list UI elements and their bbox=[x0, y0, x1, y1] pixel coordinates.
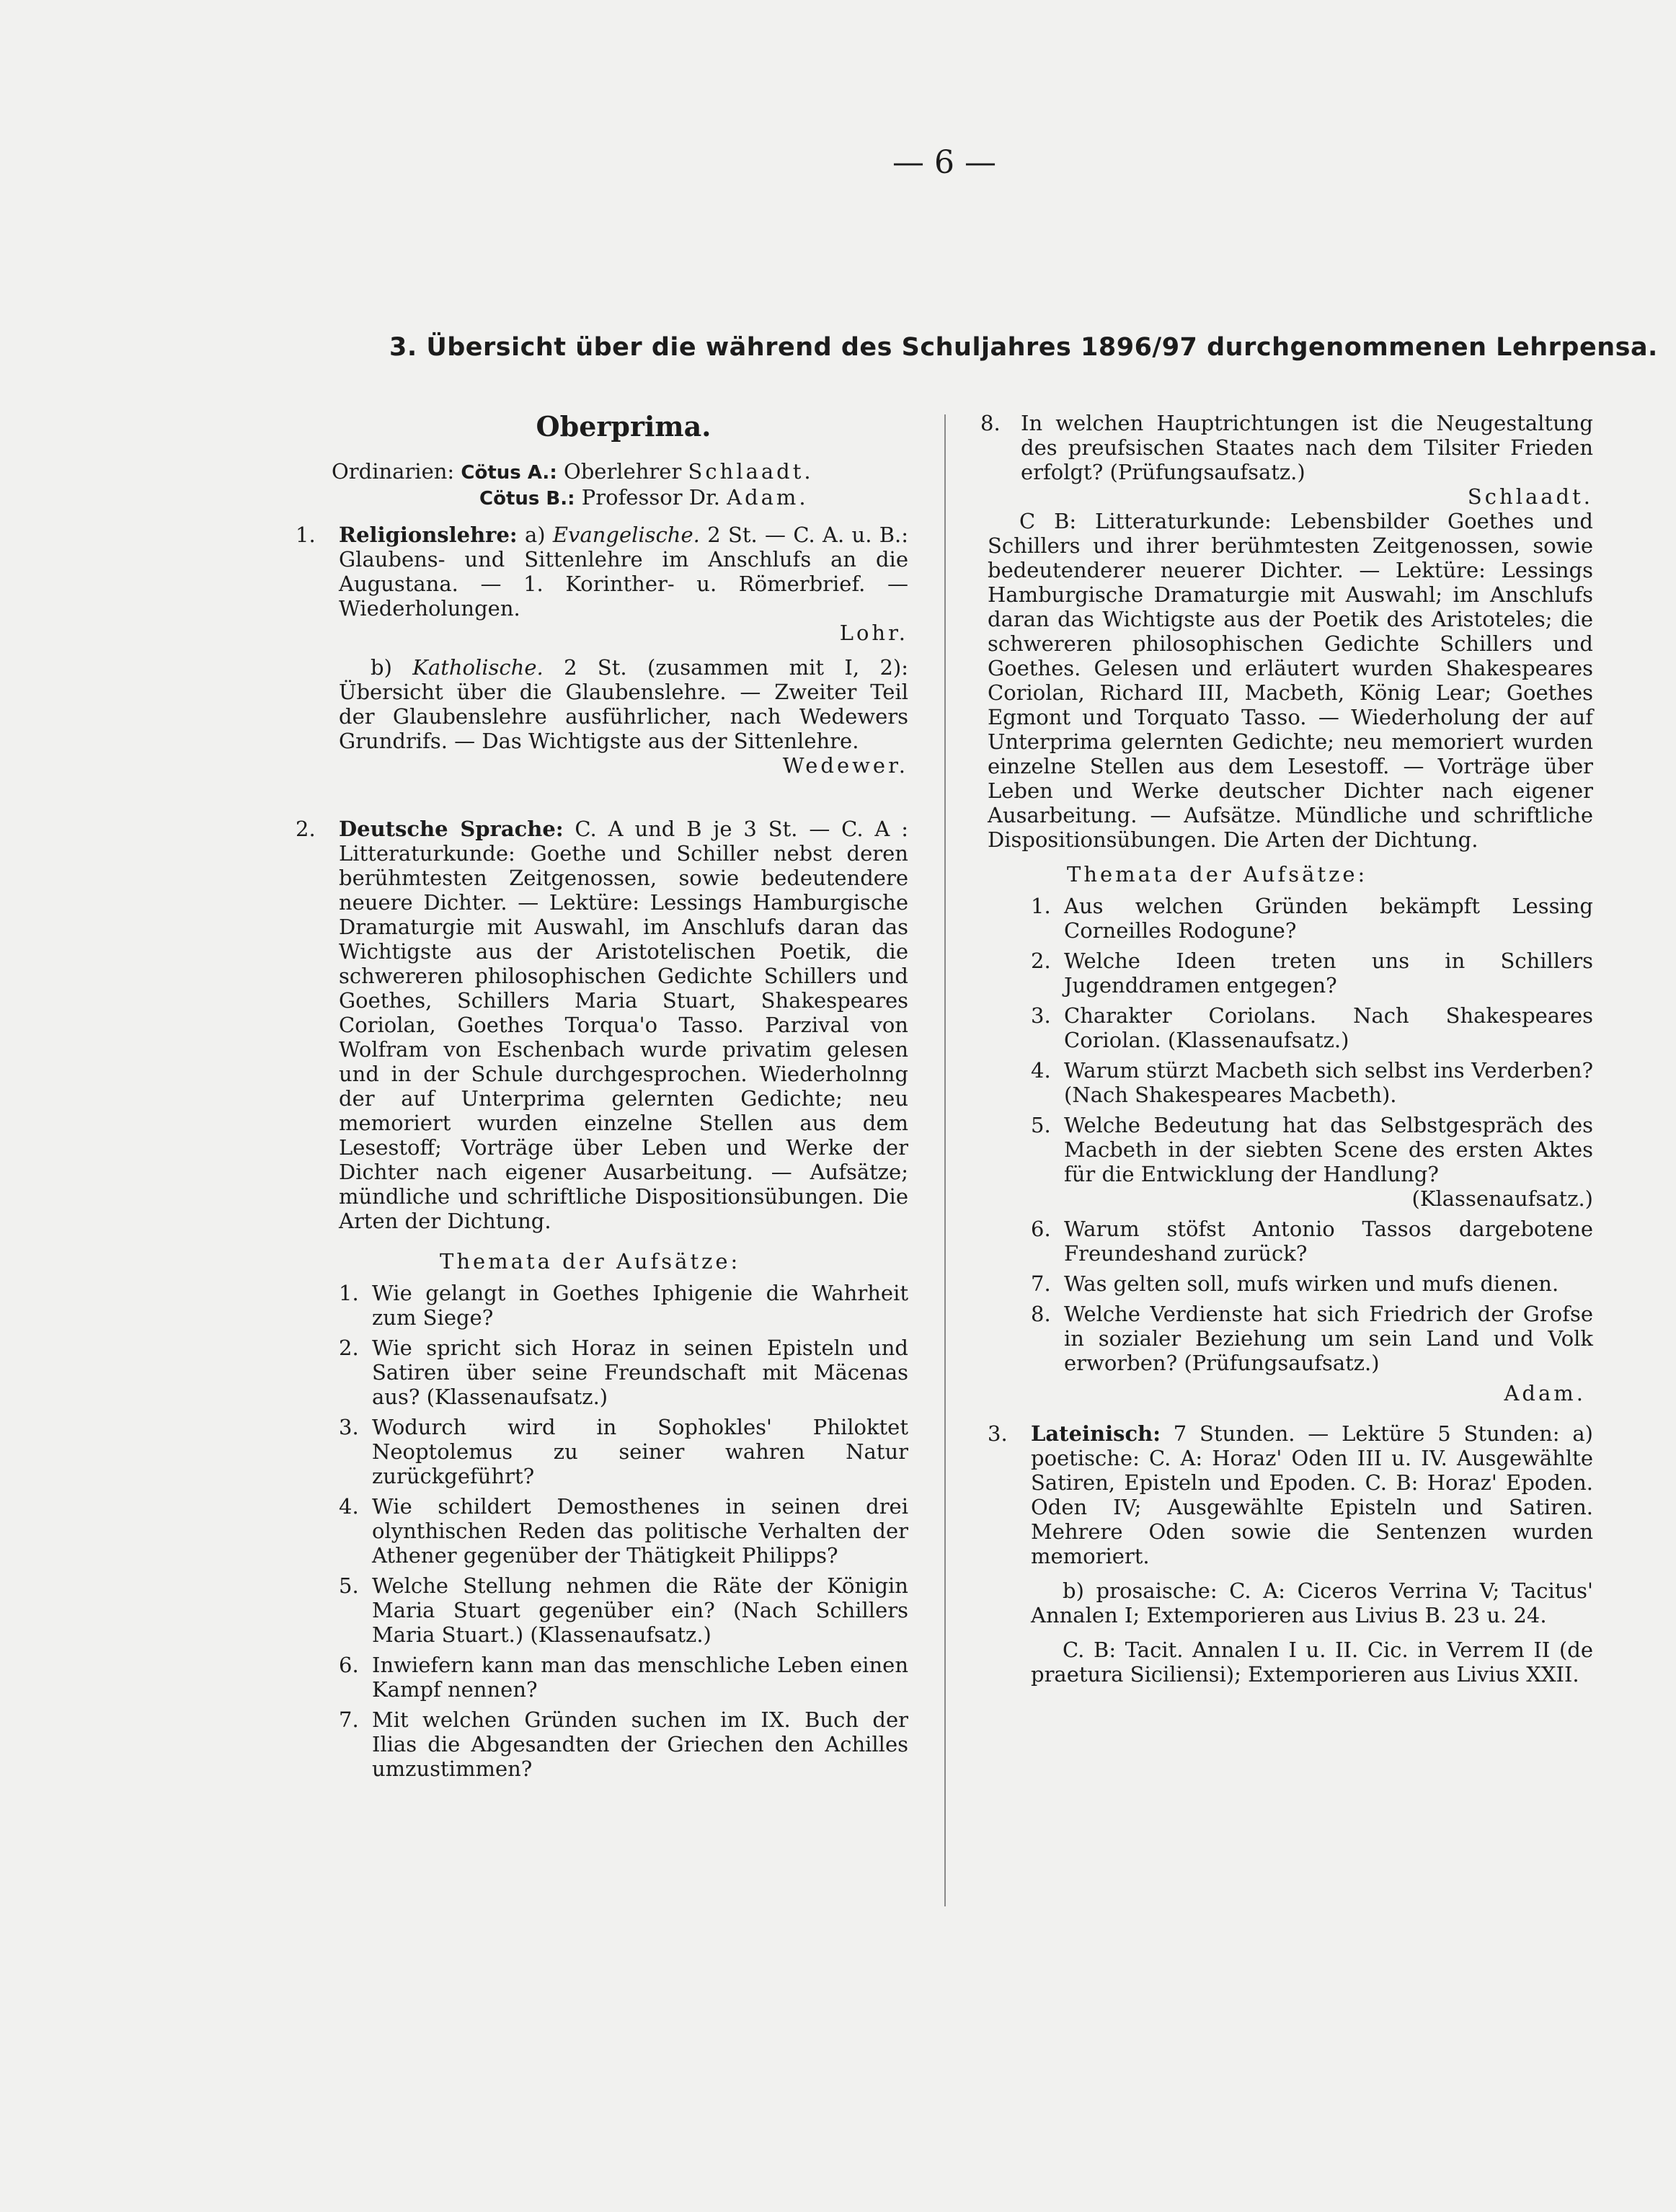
theme-text: Wie gelangt in Goethes Iphigenie die Wahrheit zum Siege? bbox=[372, 1281, 908, 1330]
latin-section bbox=[988, 1421, 1593, 1687]
theme-text: Inwiefern kann man das menschliche Leben einen Kampf nennen? bbox=[372, 1653, 908, 1702]
list-item bbox=[1031, 1003, 1593, 1052]
list-item bbox=[1031, 1217, 1593, 1266]
religion-b-confession: Katholische. bbox=[412, 655, 544, 680]
theme-number: 5. bbox=[339, 1573, 359, 1598]
list-item bbox=[339, 1336, 908, 1409]
theme-text: Mit welchen Gründen suchen im IX. Buch der Ilias die Abgesandten der Griechen den Achilles umzustimmen? bbox=[372, 1707, 908, 1781]
page-number: — 6 — bbox=[892, 144, 996, 181]
left-column bbox=[296, 410, 909, 1787]
latin-text: 7 Stunden. — Lektüre 5 Stunden: a) poetische: C. A: Horaz' Oden III u. IV. Ausgewählte Satiren, Episteln und Epoden. C. B: Horaz' Epoden. Oden IV; Ausgewählte Episteln und Satiren. Mehrere Oden sowie die Sentenzen wurden memoriert. bbox=[1031, 1421, 1593, 1568]
theme-number: 8. bbox=[1031, 1302, 1051, 1326]
theme-text: Aus welchen Gründen bekämpft Lessing Corneilles Rodogune? bbox=[1064, 894, 1593, 943]
german-text: C. A und B je 3 St. — C. A : Litteraturkunde: Goethe und Schiller nebst deren berühmtesten Zeitgenossen, sowie bedeutendere neuere Dichter. — Lektüre: Lessings Hamburgische Dramaturgie mit Auswahl, im Anschlufs daran das Wichtigste aus der Aristotelischen Poetik, die schwereren philosophischen Gedichte Schillers und Goethes, Schillers Maria Stuart, Shakespeares Coriolan, Goethes Torqua'o Tasso. Parzival von Wolfram von Eschenbach wurde privatim gelesen und in der Schule durchgesprochen. Wiederholnng der auf Unterprima gelernten Gedichte; neu memoriert wurden einzelne Stellen aus dem Lesestoff; Vorträge über Leben und Werke der Dichter nach eigener Ausarbeitung. — Aufsätze; mündliche und schriftliche Dispositionsübungen. Die Arten der Dichtung. bbox=[339, 817, 908, 1233]
theme-number: 4. bbox=[1031, 1058, 1051, 1083]
cotus-b-german-paragraph: C B: Litteraturkunde: Lebensbilder Goethes und Schillers und ihrer berühmtesten Zeitgenossen, sowie bedeutenderer neuerer Dichter. — Lektüre: Lessings Hamburgische Dramaturgie mit Auswahl; im Anschlufs daran das Wichtigste aus der Poetik des Aristoteles; die schwereren philosophischen Gedichte Schillers und Goethes. Gelesen und erläutert wurden Shakespeares Coriolan, Richard III, Macbeth, König Lear; Goethes Egmont und Torquato Tasso. — Wiederholung der auf Unterprima gelernten Gedichte; neu memoriert wurden einzelne Stellen aus dem Lesestoff. — Vorträge über Leben und Werke deutscher Dichter nach eigener Ausarbeitung. — Aufsätze. Mündliche und schriftliche Dispositionsübungen. Die Arten der Dichtung. bbox=[988, 509, 1593, 852]
themes-title: Themata der Aufsätze: bbox=[1067, 862, 1368, 887]
left-themes-list bbox=[296, 1281, 908, 1781]
themes-title: Themata der Aufsätze: bbox=[440, 1249, 741, 1274]
latin-prose-paragraph: b) prosaische: C. A: Ciceros Verrina V; Tacitus' Annalen I; Extemporieren aus Livius B. 23 u. 24. bbox=[1031, 1578, 1593, 1627]
theme-number: 1. bbox=[1031, 894, 1051, 918]
theme-text: Welche Stellung nehmen die Räte der Königin Maria Stuart gegenüber ein? (Nach Schillers Maria Stuart.) (Klassenaufsatz.) bbox=[372, 1573, 908, 1647]
list-item bbox=[339, 1281, 908, 1330]
list-item bbox=[339, 1494, 908, 1568]
religion-b-teacher: Wedewer. bbox=[782, 753, 908, 778]
theme-number: 4. bbox=[339, 1494, 359, 1519]
cotus-b-name: Adam. bbox=[727, 485, 809, 510]
theme-8-prima bbox=[980, 411, 1593, 509]
ordinarien-line-a bbox=[296, 459, 908, 485]
theme-number: 3. bbox=[339, 1415, 359, 1439]
theme-number: 3. bbox=[1031, 1003, 1051, 1028]
theme-text: Warum stürzt Macbeth sich selbst ins Verderben? (Nach Shakespeares Macbeth). bbox=[1064, 1058, 1593, 1107]
latin-heading: Lateinisch: bbox=[1031, 1421, 1161, 1446]
theme-text: Welche Bedeutung hat das Selbstgespräch des Macbeth in der siebten Scene des ersten Aktes für die Entwicklung der Handlung? bbox=[1064, 1113, 1593, 1186]
list-item bbox=[1031, 1058, 1593, 1107]
theme-8-teacher: Schlaadt. bbox=[1467, 484, 1593, 509]
list-item bbox=[1031, 1113, 1593, 1211]
theme-text: Wie spricht sich Horaz in seinen Episteln und Satiren über seine Freundschaft mit Mäcenas aus? (Klassenaufsatz.) bbox=[372, 1336, 908, 1409]
latin-cotus-b-paragraph: C. B: Tacit. Annalen I u. II. Cic. in Verrem II (de praetura Siciliensi); Extemporieren aus Livius XXII. bbox=[1031, 1638, 1593, 1687]
german-paragraph bbox=[339, 817, 908, 1233]
religion-b-text: 2 St. (zusammen mit I, 2): Übersicht über die Glaubenslehre. — Zweiter Teil der Glaubenslehre ausführlicher, nach Wedewers Grundrifs. — Das Wichtigste aus der Sittenlehre. bbox=[339, 655, 908, 753]
themes-teacher: Adam. bbox=[1504, 1381, 1586, 1405]
theme-number: 2. bbox=[1031, 949, 1051, 973]
ordinarien-label: Ordinarien: bbox=[332, 459, 455, 484]
latin-number: 3. bbox=[988, 1421, 1008, 1446]
section-title: 3. Übersicht über die während des Schuljahres 1896/97 durchgenommenen Lehrpensa. bbox=[389, 333, 1658, 362]
german-section bbox=[296, 817, 908, 1274]
theme-number: 1. bbox=[339, 1281, 359, 1305]
theme-number: 5. bbox=[1031, 1113, 1051, 1137]
cotus-b-text: Professor Dr. bbox=[581, 485, 720, 510]
cotus-b-label: Cötus B.: bbox=[479, 488, 575, 510]
theme-text: Welche Verdienste hat sich Friedrich der Grofse in sozialer Beziehung um sein Land und Volk erworben? (Prüfungsaufsatz.) bbox=[1064, 1302, 1593, 1375]
ordinarien-line-b bbox=[296, 485, 908, 511]
cotus-a-label: Cötus A.: bbox=[461, 462, 557, 484]
theme-text: Warum stöfst Antonio Tassos dargebotene Freundeshand zurück? bbox=[1064, 1217, 1593, 1266]
theme-text: Wie schildert Demosthenes in seinen drei olynthischen Reden das politische Verhalten der Athener gegenüber der Thätigkeit Philipps? bbox=[372, 1494, 908, 1568]
religion-a-text: 2 St. — C. A. u. B.: Glaubens- und Sittenlehre im Anschlufs an die Augustana. — 1. Korinther- u. Römerbrief. — Wiederholungen. bbox=[339, 523, 909, 621]
religion-b-prefix: b) bbox=[371, 655, 392, 680]
religion-number: 1. bbox=[296, 523, 316, 547]
class-heading: Oberprima. bbox=[536, 410, 711, 443]
theme-number: 7. bbox=[1031, 1271, 1051, 1296]
list-item bbox=[339, 1653, 908, 1702]
right-column bbox=[980, 411, 1593, 1687]
german-number: 2. bbox=[296, 817, 316, 841]
german-heading: Deutsche Sprache: bbox=[339, 817, 564, 841]
list-item bbox=[1031, 1271, 1593, 1296]
religion-section bbox=[296, 523, 908, 778]
theme-text: In welchen Hauptrichtungen ist die Neugestaltung des preufsischen Staates nach dem Tilsiter Frieden erfolgt? (Prüfungsaufsatz.) bbox=[1021, 411, 1593, 484]
religion-a-paragraph bbox=[339, 523, 908, 621]
religion-heading: Religionslehre: bbox=[339, 523, 518, 547]
theme-number: 6. bbox=[1031, 1217, 1051, 1241]
religion-b-paragraph bbox=[339, 655, 908, 753]
latin-paragraph bbox=[1031, 1421, 1593, 1568]
list-item bbox=[339, 1707, 908, 1781]
theme-text: Was gelten soll, mufs wirken und mufs dienen. bbox=[1064, 1271, 1559, 1296]
theme-number: 7. bbox=[339, 1707, 359, 1732]
religion-a-prefix: a) bbox=[524, 523, 546, 547]
list-item bbox=[1031, 949, 1593, 998]
theme-number: 6. bbox=[339, 1653, 359, 1677]
list-item bbox=[1031, 894, 1593, 943]
religion-a-teacher: Lohr. bbox=[839, 621, 908, 645]
theme-number: 2. bbox=[339, 1336, 359, 1360]
right-themes-list bbox=[988, 894, 1593, 1375]
list-item bbox=[339, 1573, 908, 1647]
theme-text: Charakter Coriolans. Nach Shakespeares Coriolan. (Klassenaufsatz.) bbox=[1064, 1003, 1593, 1052]
column-divider bbox=[944, 414, 946, 1906]
cotus-a-text: Oberlehrer bbox=[563, 459, 682, 484]
theme-number: 8. bbox=[980, 411, 1001, 435]
theme-text: Welche Ideen treten uns in Schillers Jugenddramen entgegen? bbox=[1064, 949, 1593, 998]
theme-text: Wodurch wird in Sophokles' Philoktet Neoptolemus zu seiner wahren Natur zurückgeführt? bbox=[372, 1415, 908, 1488]
theme-note: (Klassenaufsatz.) bbox=[1411, 1186, 1593, 1211]
religion-a-confession: Evangelische. bbox=[552, 523, 700, 547]
list-item bbox=[1031, 1302, 1593, 1375]
cotus-a-name: Schlaadt. bbox=[688, 459, 814, 484]
list-item bbox=[339, 1415, 908, 1488]
